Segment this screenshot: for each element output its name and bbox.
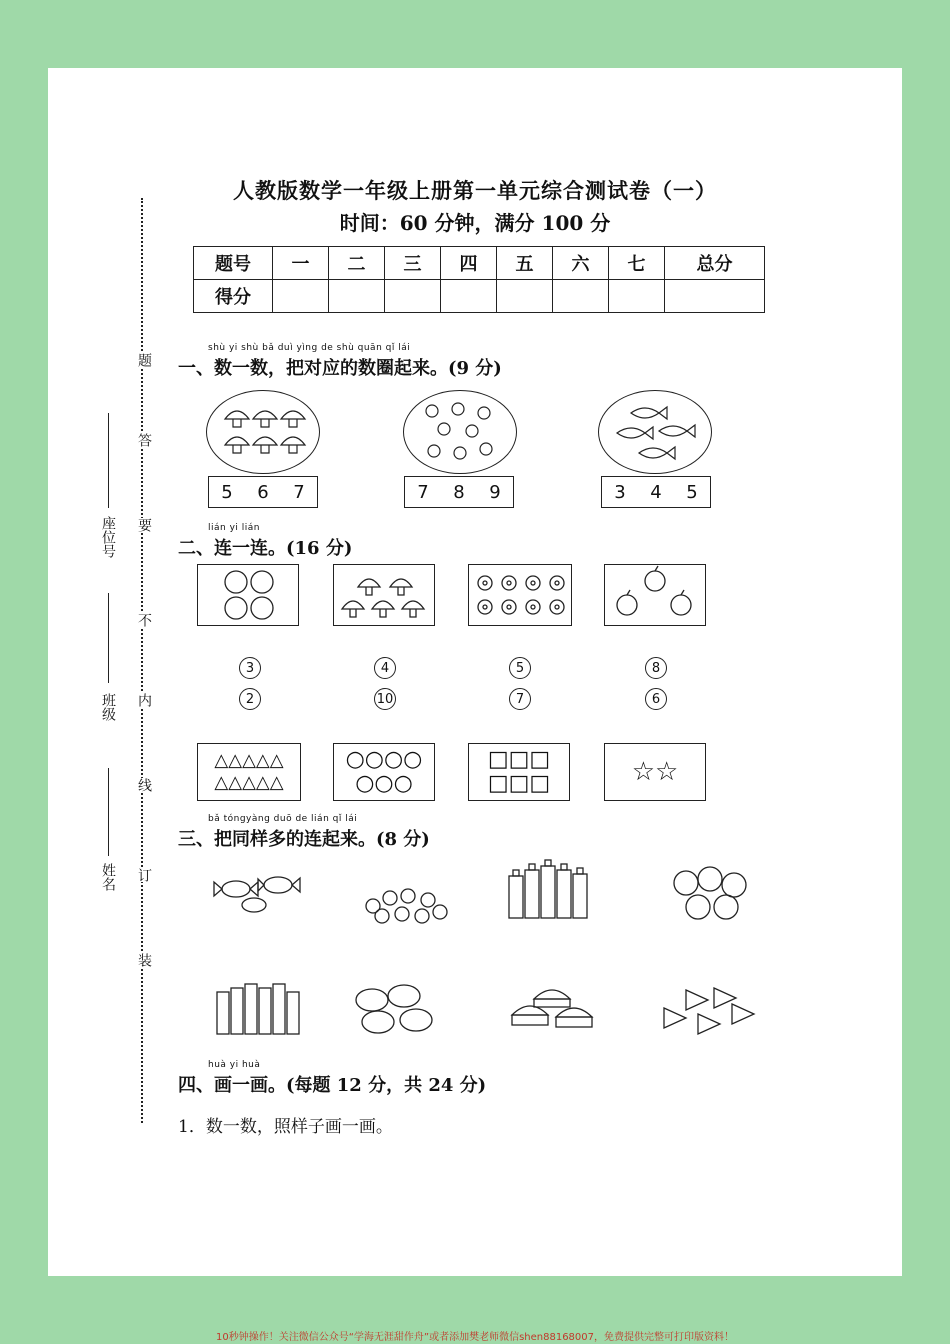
option-number[interactable]: 5 <box>221 481 233 503</box>
score-table-score-row <box>194 280 765 313</box>
score-row-label: 得分 <box>194 280 273 313</box>
candy-icon <box>208 863 308 923</box>
triangle-row: △△△△△ <box>214 772 284 793</box>
oranges-box <box>197 564 299 626</box>
score-header-cell: 六 <box>553 247 609 280</box>
triangle-row: △△△△△ <box>214 750 284 771</box>
triangles-box <box>197 743 301 801</box>
marker-bu: 不 <box>136 613 152 627</box>
flower-icon <box>469 565 571 625</box>
answer-box-3 <box>601 476 711 508</box>
circles-box <box>333 743 435 801</box>
circle-row: ○○○ <box>355 771 413 796</box>
tomato-icon <box>358 878 458 928</box>
number-circle[interactable]: 6 <box>645 688 667 710</box>
apple-icon <box>658 863 758 928</box>
fish-oval <box>598 390 712 474</box>
stars-box <box>604 743 706 801</box>
option-number[interactable]: 9 <box>489 481 501 503</box>
mushroom-icon <box>334 565 434 625</box>
footer-notice: 10秒钟操作！关注微信公众号“学海无涯甜作舟”或者添加樊老师微信shen88168007，免费提供完整可打印版资料！ <box>215 1332 735 1343</box>
section2-pinyin: lián yi lián <box>208 523 260 533</box>
star-row: ☆☆ <box>631 757 679 787</box>
cake-slice-icon <box>658 980 758 1040</box>
number-circle[interactable]: 8 <box>645 657 667 679</box>
score-header-cell: 二 <box>329 247 385 280</box>
section2-heading: 二、连一连。(16 分) <box>178 538 353 559</box>
fish-icon <box>599 391 711 473</box>
score-header-cell: 四 <box>441 247 497 280</box>
marker-da: 答 <box>136 433 152 447</box>
binding-dotted-line <box>141 198 143 1123</box>
marker-ti: 题 <box>136 353 152 367</box>
page-subtitle: 时间：60 分钟，满分 100 分 <box>339 211 611 235</box>
number-circle[interactable]: 10 <box>374 688 396 710</box>
section4-question-1: 1．数一数，照样子画一画。 <box>178 1117 393 1137</box>
class-label: 班级 <box>100 693 116 721</box>
class-line <box>108 593 110 683</box>
mushroom-icon <box>207 391 319 473</box>
orange-icon <box>198 565 298 625</box>
number-circle[interactable]: 7 <box>509 688 531 710</box>
score-cell[interactable] <box>329 280 385 313</box>
bottle-icon <box>213 978 303 1038</box>
score-cell[interactable] <box>497 280 553 313</box>
score-cell[interactable] <box>273 280 329 313</box>
marker-ding: 订 <box>136 868 152 882</box>
answer-box-2 <box>404 476 514 508</box>
number-circle[interactable]: 5 <box>509 657 531 679</box>
section1-heading: 一、数一数，把对应的数圈起来。(9 分) <box>178 358 502 379</box>
flower-icon <box>404 391 516 473</box>
seat-number-line <box>108 413 110 508</box>
number-circle[interactable]: 3 <box>239 657 261 679</box>
option-number[interactable]: 7 <box>417 481 429 503</box>
burger-icon <box>506 983 601 1038</box>
marker-zhuang: 装 <box>136 953 152 967</box>
option-number[interactable]: 8 <box>453 481 465 503</box>
mushroom-oval <box>206 390 320 474</box>
score-cell[interactable] <box>665 280 765 313</box>
score-header-cell: 总分 <box>665 247 765 280</box>
squares-box <box>468 743 570 801</box>
score-table-header-row <box>194 247 765 280</box>
worksheet-page <box>48 68 902 1276</box>
name-label: 姓名 <box>100 863 116 891</box>
marker-xian: 线 <box>136 778 152 792</box>
score-header-cell: 一 <box>273 247 329 280</box>
square-row: □□□ <box>487 771 551 796</box>
score-header-cell: 题号 <box>194 247 273 280</box>
marker-nei: 内 <box>136 693 152 707</box>
score-header-cell: 三 <box>385 247 441 280</box>
name-line <box>108 768 110 856</box>
circle-row: ○○○○ <box>345 747 423 772</box>
score-cell[interactable] <box>385 280 441 313</box>
score-header-cell: 五 <box>497 247 553 280</box>
marker-yao: 要 <box>136 518 152 532</box>
page-title: 人教版数学一年级上册第一单元综合测试卷（一） <box>233 178 717 203</box>
apples-box <box>604 564 706 626</box>
option-number[interactable]: 3 <box>614 481 626 503</box>
section4-heading: 四、画一画。(每题 12 分，共 24 分) <box>178 1075 487 1096</box>
score-cell[interactable] <box>553 280 609 313</box>
flowers-box <box>468 564 572 626</box>
option-number[interactable]: 6 <box>257 481 269 503</box>
section3-heading: 三、把同样多的连起来。(8 分) <box>178 829 430 850</box>
score-cell[interactable] <box>441 280 497 313</box>
apple-icon <box>605 565 705 625</box>
option-number[interactable]: 4 <box>650 481 662 503</box>
mushrooms-box <box>333 564 435 626</box>
potato-icon <box>348 980 443 1038</box>
seat-number-label: 座位号 <box>100 516 116 558</box>
number-circle[interactable]: 2 <box>239 688 261 710</box>
bottle-icon <box>503 858 593 928</box>
score-cell[interactable] <box>609 280 665 313</box>
answer-box-1 <box>208 476 318 508</box>
flower-oval <box>403 390 517 474</box>
section1-pinyin: shù yi shù bǎ duì yìng de shù quān qǐ lái <box>208 343 411 353</box>
section3-pinyin: bǎ tóngyàng duō de lián qǐ lái <box>208 814 358 824</box>
option-number[interactable]: 7 <box>293 481 305 503</box>
number-circle[interactable]: 4 <box>374 657 396 679</box>
option-number[interactable]: 5 <box>686 481 698 503</box>
section4-pinyin: huà yi huà <box>208 1060 261 1070</box>
score-table <box>193 246 765 313</box>
score-header-cell: 七 <box>609 247 665 280</box>
square-row: □□□ <box>487 747 551 772</box>
